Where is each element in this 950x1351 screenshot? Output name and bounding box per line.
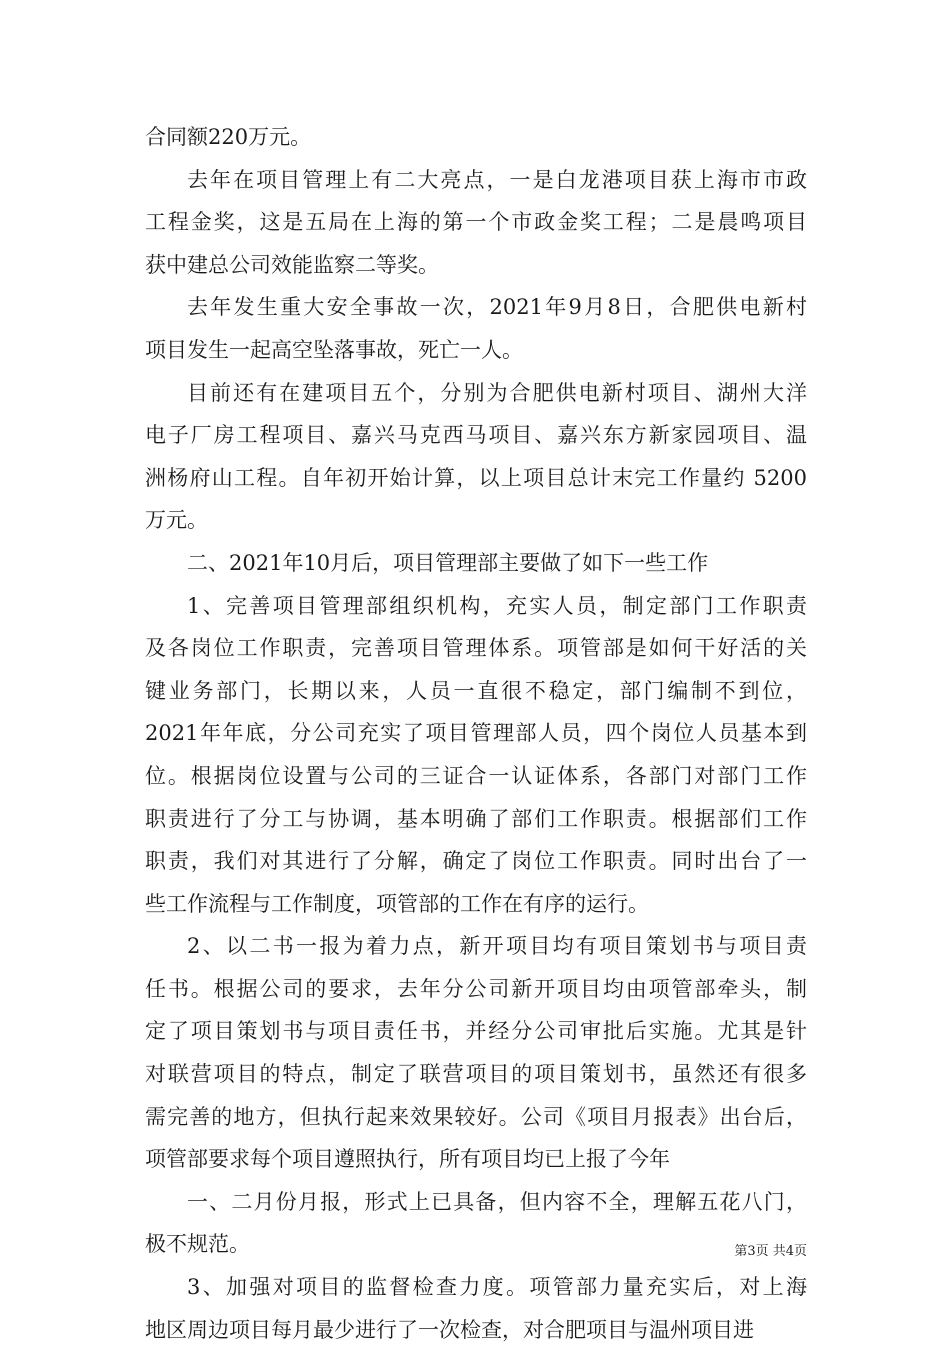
- page-number-footer: 第3页 共4页: [734, 1244, 807, 1259]
- paragraph: [145, 542, 807, 585]
- text-line: 工程金奖，这是五局在上海的第一个市政金奖工程；二是晨鸣项目: [145, 210, 807, 235]
- text-line: 职责，我们对其进行了分解，确定了岗位工作职责。同时出台了一: [145, 849, 807, 874]
- text-line: 地区周边项目每月最少进行了一次检查，对合肥项目与温州项目进: [145, 1317, 754, 1342]
- text-line: 合同额220万元。: [145, 125, 312, 149]
- text-line: 些工作流程与工作制度，项管部的工作在有序的运行。: [145, 891, 649, 916]
- text-line: 万元。: [145, 508, 208, 533]
- text-line: 2、以二书一报为着力点，新开项目均有项目策划书与项目责: [187, 934, 807, 959]
- paragraph: [145, 925, 807, 1181]
- text-line: 任书。根据公司的要求，去年分公司新开项目均由项管部牵头，制: [145, 976, 807, 1001]
- text-line: 洲杨府山工程。自年初开始计算，以上项目总计末完工作量约 5200: [145, 465, 807, 490]
- text-line: 电子厂房工程项目、嘉兴马克西马项目、嘉兴东方新家园项目、温: [145, 423, 807, 448]
- text-line: 极不规范。: [145, 1232, 250, 1257]
- text-line: 职责进行了分工与协调，基本明确了部们工作职责。根据部们工作: [145, 806, 807, 831]
- text-line: 及各岗位工作职责，完善项目管理体系。项管部是如何干好活的关: [145, 636, 807, 661]
- paragraph: [145, 1266, 807, 1351]
- text-line: 键业务部门，长期以来，人员一直很不稳定，部门编制不到位，: [145, 678, 807, 703]
- document-body: [145, 116, 807, 1351]
- text-line: 去年发生重大安全事故一次，2021年9月8日，合肥供电新村: [187, 295, 807, 320]
- text-line: 项管部要求每个项目遵照执行，所有项目均已上报了今年: [145, 1147, 670, 1172]
- text-line: 去年在项目管理上有二大亮点，一是白龙港项目获上海市市政: [187, 167, 807, 192]
- text-line: 获中建总公司效能监察二等奖。: [145, 252, 439, 277]
- paragraph: [145, 286, 807, 371]
- text-line: 3、加强对项目的监督检查力度。项管部力量充实后，对上海: [187, 1275, 807, 1300]
- text-line: 一、二月份月报，形式上已具备，但内容不全，理解五花八门，: [187, 1189, 807, 1214]
- text-line: 1、完善项目管理部组织机构，充实人员，制定部门工作职责: [187, 593, 807, 618]
- text-line: 项目发生一起高空坠落事故，死亡一人。: [145, 337, 523, 362]
- paragraph: [145, 159, 807, 287]
- paragraph: [145, 585, 807, 926]
- paragraph: [145, 372, 807, 542]
- paragraph: [145, 116, 807, 159]
- text-line: 2021年年底，分公司充实了项目管理部人员，四个岗位人员基本到: [145, 721, 807, 746]
- text-line: 二、2021年10月后，项目管理部主要做了如下一些工作: [187, 550, 709, 575]
- text-line: 对联营项目的特点，制定了联营项目的项目策划书，虽然还有很多: [145, 1062, 807, 1087]
- text-line: 定了项目策划书与项目责任书，并经分公司审批后实施。尤其是针: [145, 1019, 807, 1044]
- text-line: 需完善的地方，但执行起来效果较好。公司《项目月报表》出台后，: [145, 1104, 807, 1129]
- text-line: 位。根据岗位设置与公司的三证合一认证体系，各部门对部门工作: [145, 763, 807, 788]
- text-line: 目前还有在建项目五个，分别为合肥供电新村项目、湖州大洋: [187, 380, 807, 405]
